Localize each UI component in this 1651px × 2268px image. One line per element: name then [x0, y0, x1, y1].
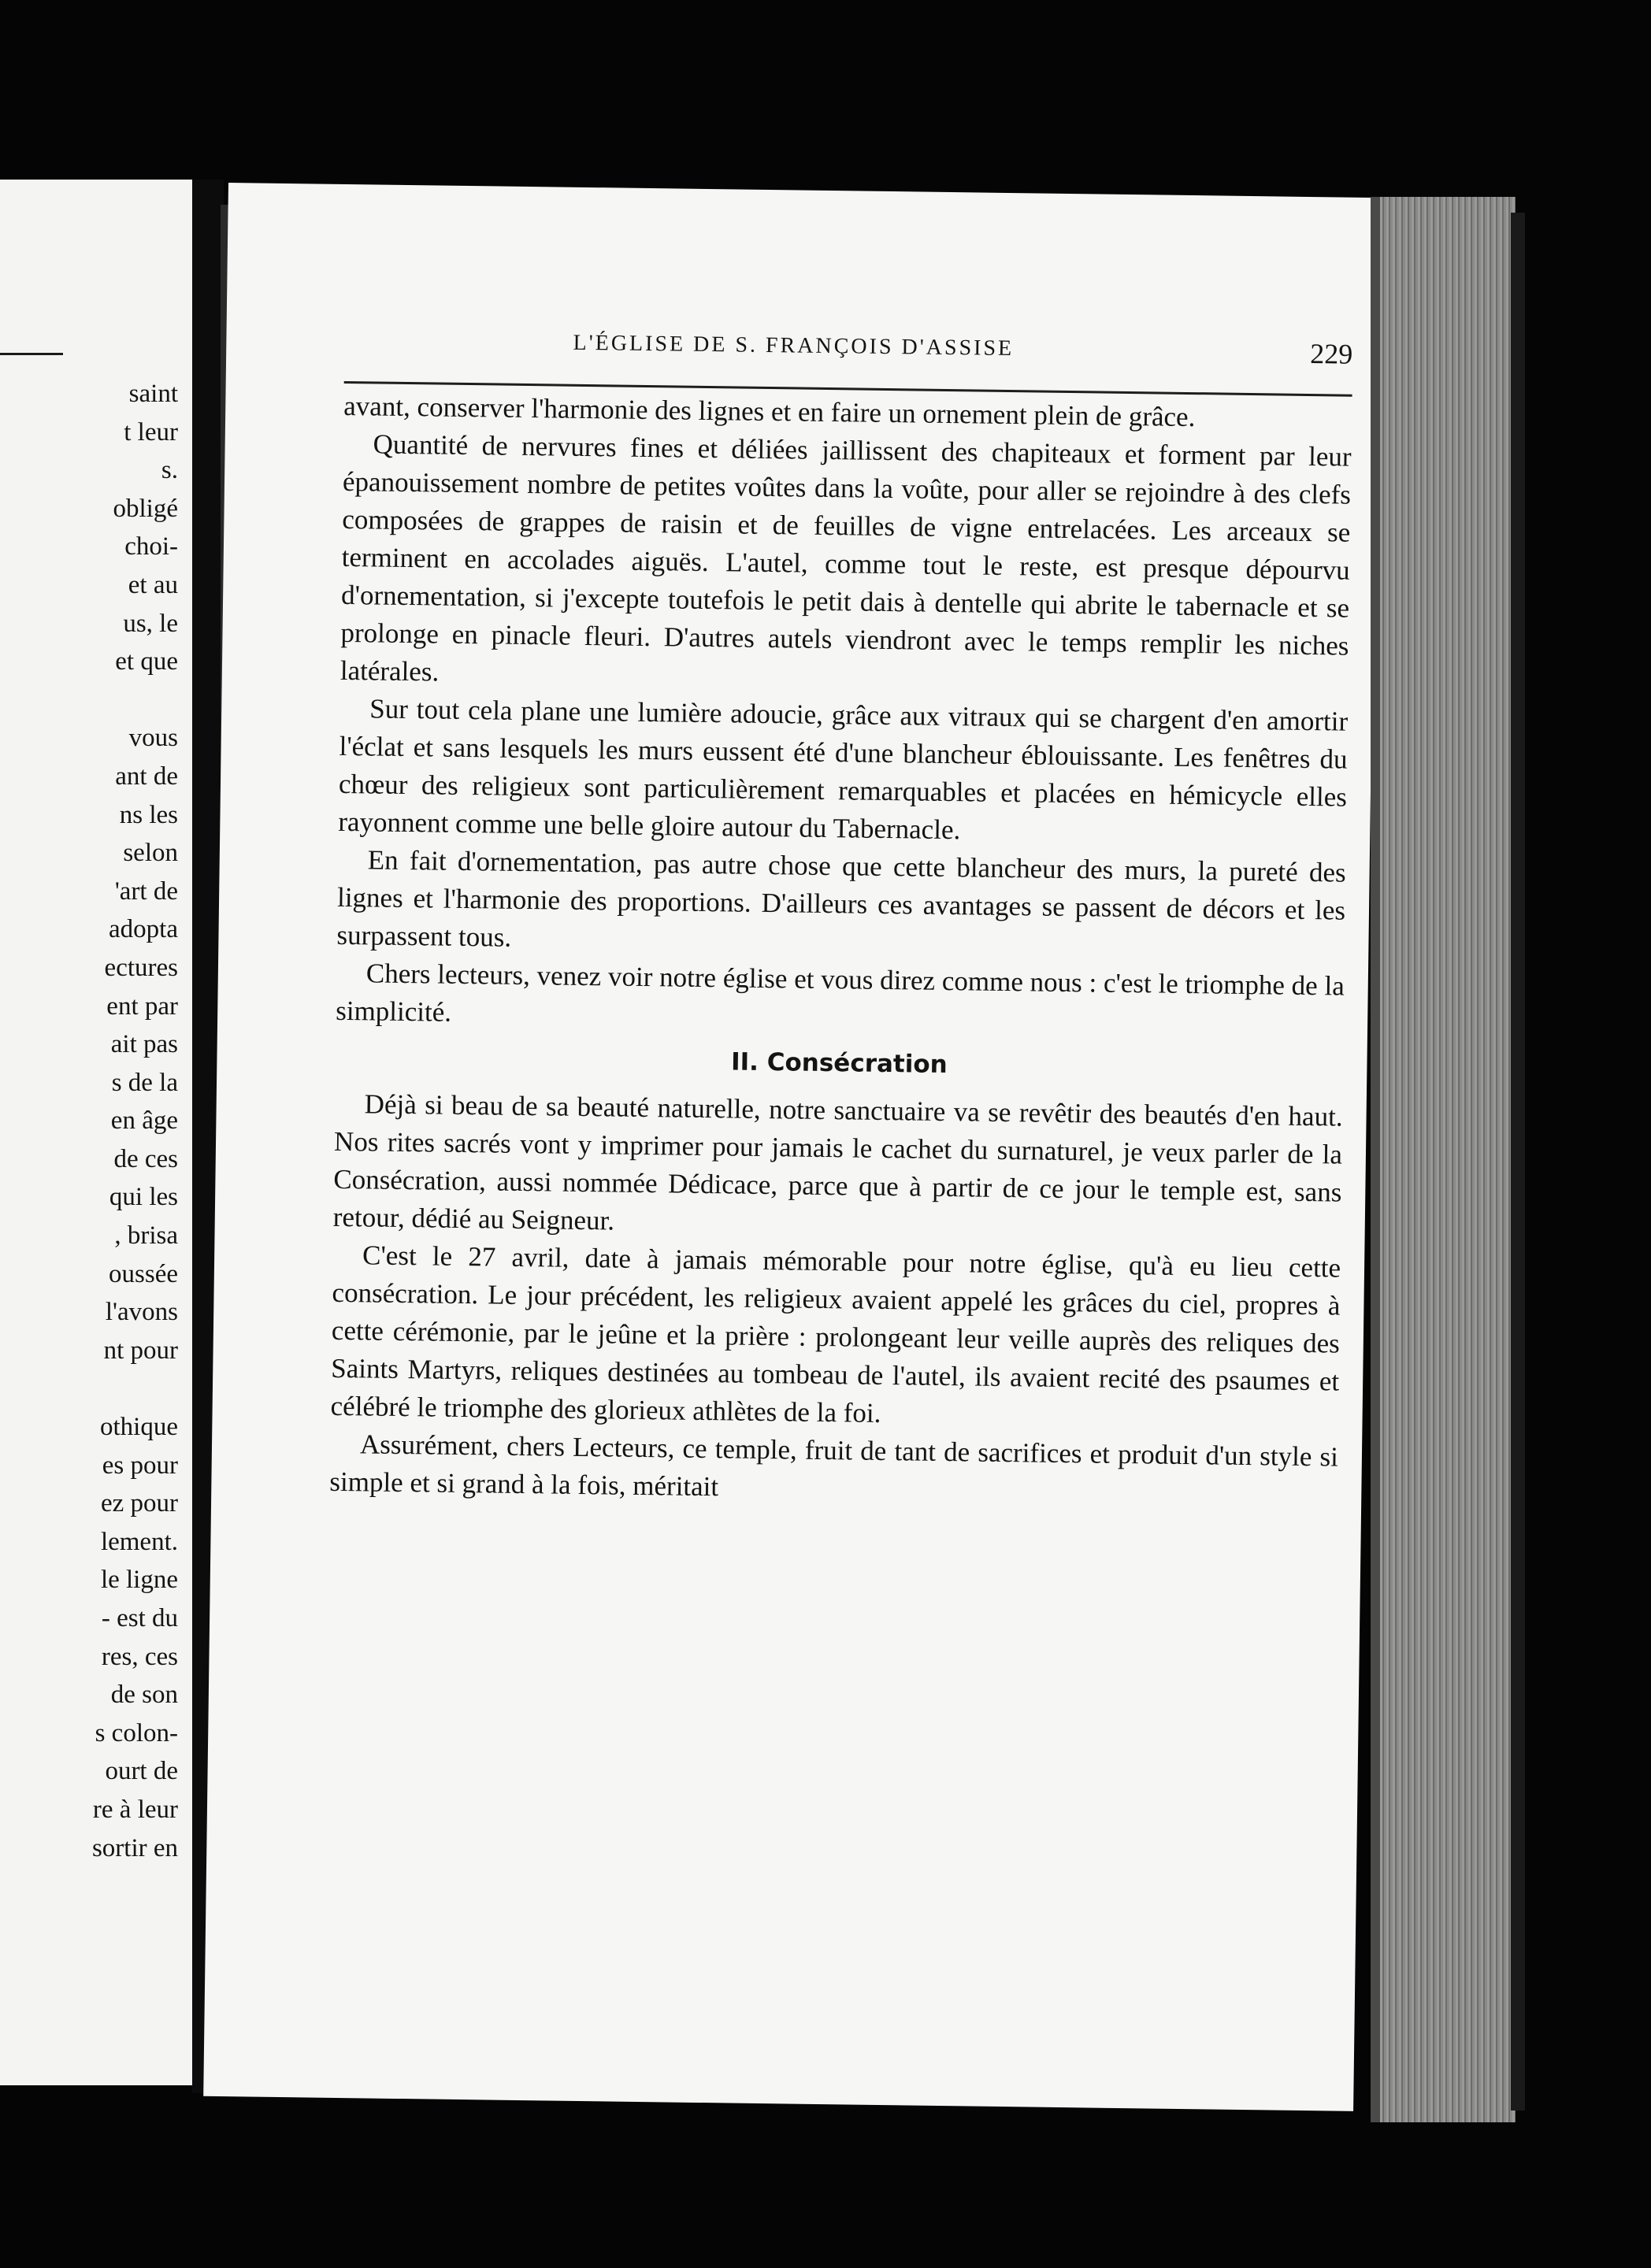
left-line: ez pour — [100, 1489, 178, 1518]
running-title: L'ÉGLISE DE S. FRANÇOIS D'ASSISE — [573, 330, 1015, 361]
left-page-header-rule — [0, 353, 63, 355]
left-line: lement. — [100, 1527, 178, 1556]
left-line: s de la — [111, 1068, 178, 1097]
left-line: s. — [161, 456, 178, 485]
left-line: ourt de — [105, 1757, 178, 1786]
left-page-text — [0, 375, 178, 1867]
left-line: ant de — [115, 762, 178, 791]
section-heading: II. Consécration — [730, 1047, 948, 1080]
left-line: choi- — [124, 532, 178, 561]
left-line: re à leur — [92, 1795, 178, 1824]
left-line: ectures — [104, 953, 178, 982]
left-line: adopta — [109, 915, 178, 944]
left-line: sortir en — [91, 1833, 178, 1862]
left-line: le ligne — [100, 1566, 178, 1595]
left-line: us, le — [123, 609, 178, 638]
page-number: 229 — [1310, 337, 1353, 370]
left-line: ent par — [106, 991, 178, 1021]
left-line: ait pas — [110, 1030, 178, 1059]
left-line: nt pour — [103, 1336, 178, 1365]
left-line: , brisa — [114, 1221, 178, 1251]
left-line: s colon- — [95, 1718, 178, 1747]
paragraph: Quantité de nervures fines et déliées jaillissent des chapiteaux et forment par leur épanouissement nombre de petites voûtes dans la voûte, pour aller se rejoindre à des clefs composées de grappes de raisin et de feuilles de vigne entrelacées. Les arceaux se terminent en accolades aiguës. L'autel, comme tout le reste, est presque dépourvu d'ornementation, si j'excepte toutefois le petit dais à dentelle qui abrite le tabernacle et se prolonge en pinacle fleuri. D'autres autels viendront avec le temps remplir les niches latérales. — [339, 428, 1352, 687]
left-line: l'avons — [105, 1298, 178, 1327]
body-text — [329, 387, 1352, 1514]
left-line: saint — [128, 380, 178, 408]
left-line: oussée — [109, 1259, 178, 1288]
left-line: en âge — [110, 1106, 178, 1136]
right-page-wrapper — [203, 183, 1378, 2111]
book-cover-edge — [1511, 213, 1525, 2110]
left-line: vous — [128, 724, 178, 753]
page-header — [344, 328, 1353, 388]
left-line: 'art de — [114, 876, 178, 906]
left-line: res, ces — [101, 1642, 178, 1671]
book-fore-edge — [1380, 197, 1516, 2122]
left-line — [0, 681, 178, 720]
paragraph: avant, conserver l'harmonie des lignes et en faire un ornement plein de grâce. — [343, 390, 1196, 433]
left-line: obligé — [113, 494, 178, 523]
paragraph: En fait d'ornementation, pas autre chose que cette blancheur des murs, la pureté des lignes et l'harmonie des proportions. D'ailleurs ces avantages se passent de décors et les surpassent tous. — [336, 844, 1346, 953]
right-page — [203, 183, 1378, 2111]
left-line: de ces — [113, 1144, 178, 1173]
left-line: qui les — [109, 1183, 178, 1212]
left-line: et que — [115, 647, 178, 676]
paragraph: Chers lecteurs, venez voir notre église et vous direz comme nous : c'est le triomphe de la simplicité. — [335, 958, 1345, 1028]
left-line: de son — [110, 1681, 178, 1710]
paragraph: Assurément, chers Lecteurs, ce temple, fruit de tant de sacrifices et produit d'un style si simple et si grand à la fois, méritait — [329, 1429, 1339, 1503]
left-line: t leur — [124, 417, 178, 447]
left-facing-page — [0, 180, 192, 2085]
left-line: othique — [100, 1413, 178, 1442]
left-line: et au — [128, 570, 178, 599]
left-line — [0, 1369, 178, 1408]
paragraph: Déjà si beau de sa beauté naturelle, notre sanctuaire va se revêtir des beautés d'en haut. Nos rites sacrés vont y imprimer pour jamais le cachet du surnaturel, je veux parler de la Consécration, aussi nommée Dédicace, parce que à partir de ce jour le temple est, sans retour, dédié au Seigneur. — [332, 1088, 1343, 1236]
left-line: ns les — [119, 800, 178, 829]
paragraph: C'est le 27 avril, date à jamais mémorable pour notre église, qu'à eu lieu cette consécration. Le jour précédent, les religieux avaient appelé les grâces du ciel, propres à cette cérémonie, par le jeûne et la prière : prolongeant leur veille auprès des reliques des Saints Martyrs, reliques destinées au tombeau de l'autel, ils avaient recité des psaumes et célébré le triomphe des glorieux athlètes de la foi. — [330, 1240, 1341, 1429]
left-line: - est du — [101, 1604, 178, 1632]
paragraph: Sur tout cela plane une lumière adoucie, grâce aux vitraux qui se chargent d'en amortir l'éclat et sans lesquels les murs eussent été d'une blancheur éblouissante. Les fenêtres du chœur des religieux sont particulièrement remarquables et placées en hémicycle elles rayonnent comme une belle gloire autour du Tabernacle. — [338, 693, 1349, 846]
left-line: selon — [123, 839, 178, 868]
left-line: es pour — [102, 1451, 178, 1480]
